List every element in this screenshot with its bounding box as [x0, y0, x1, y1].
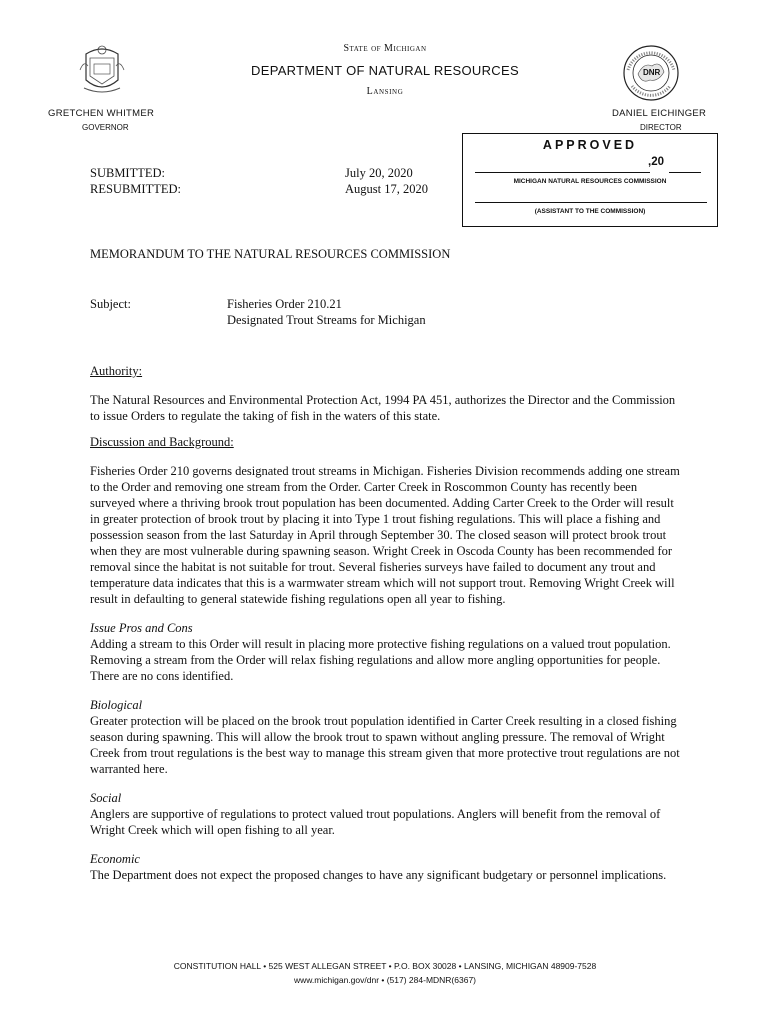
department-name: DEPARTMENT OF NATURAL RESOURCES [251, 63, 519, 78]
approval-assistant-label: (ASSISTANT TO THE COMMISSION) [534, 208, 646, 215]
economic-heading: Economic [90, 852, 140, 866]
approval-date-line [475, 158, 650, 173]
memo-title: MEMORANDUM TO THE NATURAL RESOURCES COMMISSION [90, 247, 451, 261]
approval-signature-line [475, 190, 707, 203]
subject-line-1: Fisheries Order 210.21 [227, 297, 342, 311]
issue-text: Adding a stream to this Order will result in placing more protective fishing regulations on a valued trout population. Removing a stream from the Order will relax fishing regulations and allow more angling opportunities for people. There are no cons identified. [90, 637, 671, 683]
social-heading: Social [90, 791, 122, 805]
memo-body [90, 363, 680, 883]
dnr-logo-text: DNR [643, 68, 661, 77]
director-title: DIRECTOR [640, 123, 682, 132]
discussion-text: Fisheries Order 210 governs designated trout streams in Michigan. Fisheries Division recommends adding one stream to the Order and removing one stream from the Order. Carter Creek in Roscommon County has recently been surveyed where a thriving brook trout population has been documented. Adding Carter Creek to the Order will result in greater protection of brook trout by placing it into Type 1 trout fishing regulations. This will place a fishing and possession season from the last Saturday in April through September 30. The closed season will protect brook trout when they are most vulnerable during spawning season. Wright Creek in Oscoda County has been recommended for removal since the habitat is not suitable for trout. Several fisheries surveys have failed to document any trout and temperature data indicates that this is a warmwater stream which will not support trout. Removing Wright Creek will result in defaulting to general statewide fishing regulations open all year to fishing. [90, 464, 680, 606]
biological-heading: Biological [90, 698, 143, 712]
discussion-heading: Discussion and Background: [90, 435, 234, 449]
authority-text: The Natural Resources and Environmental Protection Act, 1994 PA 451, authorizes the Director and the Commission to issue Orders to regulate the taking of fish in the waters of this state. [90, 393, 676, 423]
submitted-label: SUBMITTED: [90, 166, 165, 180]
approval-year-line [669, 158, 701, 173]
resubmitted-label: RESUBMITTED: [90, 182, 181, 196]
governor-name: GRETCHEN WHITMER [48, 108, 155, 119]
economic-text: The Department does not expect the proposed changes to have any significant budgetary or personnel implications. [90, 868, 667, 882]
resubmitted-date: August 17, 2020 [345, 182, 428, 196]
governor-title: GOVERNOR [82, 123, 129, 132]
approval-year-prefix: ,20 [648, 156, 664, 168]
footer-contact: www.michigan.gov/dnr • (517) 284-MDNR(6367) [293, 975, 477, 985]
subject-line-2: Designated Trout Streams for Michigan [227, 313, 426, 327]
issue-heading: Issue Pros and Cons [90, 621, 193, 635]
subject-label: Subject: [90, 297, 131, 311]
biological-text: Greater protection will be placed on the brook trout population identified in Carter Creek resulting in a closed fishing season during spawning. This will allow the brook trout to spawn without angling pressure. The removal of Wright Creek from trout regulations is the best way to manage this stream given that more protective trout regulations are not warranted here. [90, 714, 680, 776]
approval-box [462, 133, 718, 227]
authority-heading: Authority: [90, 364, 143, 378]
state-line: State of Michigan [343, 43, 427, 54]
footer-address: CONSTITUTION HALL • 525 WEST ALLEGAN STREET • P.O. BOX 30028 • LANSING, MICHIGAN 48909-7528 [173, 961, 597, 971]
director-name: DANIEL EICHINGER [612, 108, 707, 119]
submitted-date: July 20, 2020 [345, 166, 413, 180]
social-text: Anglers are supportive of regulations to protect valued trout populations. Anglers will benefit from the removal of Wright Creek which will open fishing to all year. [90, 807, 661, 837]
city-line: Lansing [366, 86, 404, 97]
approval-commission-label: MICHIGAN NATURAL RESOURCES COMMISSION [513, 178, 667, 185]
approval-title: APPROVED [542, 138, 638, 152]
